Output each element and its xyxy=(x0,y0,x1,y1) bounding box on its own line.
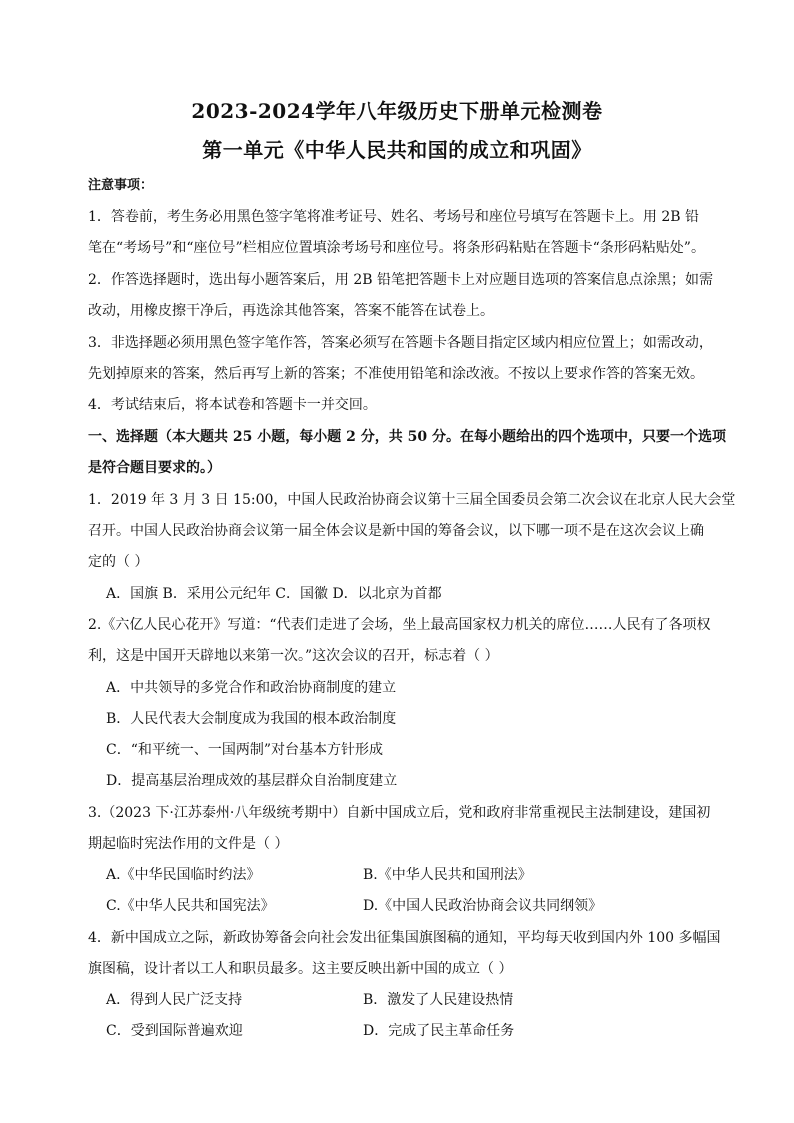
option-c: C．受到国际普遍欢迎 xyxy=(106,1023,243,1039)
notice-item: 先划掉原来的答案，然后再写上新的答案；不准使用铅笔和涂改液。不按以上要求作答的答案无效。 xyxy=(88,366,704,382)
question-options: A．国旗 B．采用公元纪年 C．国徽 D．以北京为首都 xyxy=(106,586,442,602)
question-stem: 利，这是中国开天辟地以来第一次。”这次会议的召开，标志着（ ） xyxy=(88,648,499,664)
notice-heading: 注意事项： xyxy=(88,178,154,193)
option-c: C.《中华人民共和国宪法》 xyxy=(106,898,275,914)
option-b: B．人民代表大会制度成为我国的根本政治制度 xyxy=(106,711,397,727)
option-d: D．提高基层治理成效的基层群众自治制度建立 xyxy=(106,773,398,789)
notice-item: 3．非选择题必须用黑色签字笔作答，答案必须写在答题卡各题目指定区域内相应位置上；如需改动， xyxy=(88,335,713,351)
option-b: B.《中华人民共和国刑法》 xyxy=(363,867,532,883)
question-stem: 召开。中国人民政治协商会议第一届全体会议是新中国的筹备会议，以下哪一项不是在这次会议上确 xyxy=(88,523,704,539)
unit-title: 第一单元《中华人民共和国的成立和巩固》 xyxy=(202,138,592,162)
notice-item: 改动，用橡皮擦干净后，再选涂其他答案，答案不能答在试卷上。 xyxy=(88,303,494,319)
exam-title: 2023-2024学年八年级历史下册单元检测卷 xyxy=(191,99,603,123)
question-stem: 定的（ ） xyxy=(88,554,149,570)
question-stem: 2.《六亿人民心花开》写道：“代表们走进了会场，坐上最高国家权力机关的席位……人民有了各项权 xyxy=(88,617,711,633)
notice-item: 2．作答选择题时，选出每小题答案后，用 2B 铅笔把答题卡上对应题目选项的答案信息点涂黑；如需 xyxy=(88,272,714,288)
option-b: B．激发了人民建设热情 xyxy=(363,992,514,1008)
question-stem: 期起临时宪法作用的文件是（ ） xyxy=(88,836,289,852)
option-a: A.《中华民国临时约法》 xyxy=(106,867,261,883)
question-stem: 3.（2023 下·江苏泰州·八年级统考期中）自新中国成立后，党和政府非常重视民主法制建设，建国初 xyxy=(88,805,711,821)
notice-item: 笔在“考场号”和“座位号”栏相应位置填涂考场号和座位号。将条形码粘贴在答题卡“条形码粘贴处”。 xyxy=(88,240,705,256)
question-stem: 1．2019 年 3 月 3 日 15:00，中国人民政治协商会议第十三届全国委员会第二次会议在北京人民大会堂 xyxy=(88,492,736,508)
notice-item: 1．答卷前，考生务必用黑色签字笔将准考证号、姓名、考场号和座位号填写在答题卡上。用 2B 铅 xyxy=(88,209,700,225)
option-d: D.《中国人民政治协商会议共同纲领》 xyxy=(363,898,603,914)
section-heading-cont: 是符合题目要求的。） xyxy=(88,460,221,476)
question-stem: 旗图稿，设计者以工人和职员最多。这主要反映出新中国的成立（ ） xyxy=(88,961,513,977)
question-stem: 4．新中国成立之际，新政协筹备会向社会发出征集国旗图稿的通知，平均每天收到国内外 100 多幅国 xyxy=(88,930,721,946)
section-heading: 一、选择题（本大题共 25 小题，每小题 2 分，共 50 分。在每小题给出的四个选项中，只要一个选项 xyxy=(88,429,726,445)
option-a: A．中共领导的多党合作和政治协商制度的建立 xyxy=(106,680,397,696)
option-a: A．得到人民广泛支持 xyxy=(106,992,243,1008)
notice-item: 4．考试结束后，将本试卷和答题卡一并交回。 xyxy=(88,397,377,413)
option-d: D．完成了民主革命任务 xyxy=(363,1023,515,1039)
option-c: C．“和平统一、一国两制”对台基本方针形成 xyxy=(106,742,384,758)
